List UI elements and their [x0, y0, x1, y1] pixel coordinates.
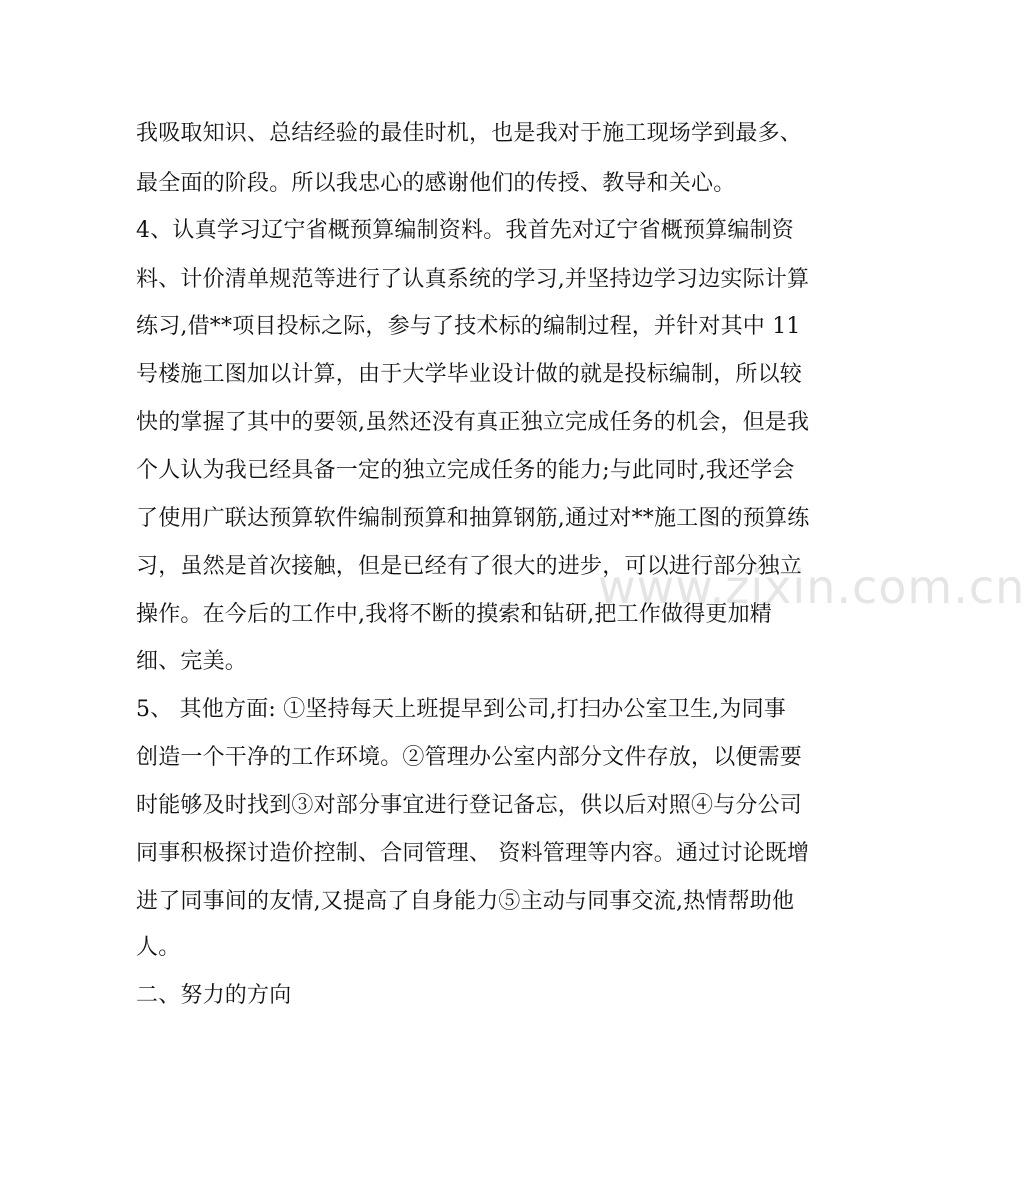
section-heading: 二、努力的方向: [136, 983, 292, 1008]
text-line: 4、认真学习辽宁省概预算编制资料。我首先对辽宁省概预算编制资: [136, 218, 794, 243]
text-line: 操作。在今后的工作中,我将不断的摸索和钻研,把工作做得更加精: [136, 602, 772, 627]
text-line: 个人认为我已经具备一定的独立完成任务的能力;与此同时,我还学会: [136, 458, 795, 483]
text-line: 创造一个干净的工作环境。②管理办公室内部分文件存放，以便需要: [136, 745, 803, 770]
text-line: 细、完美。: [136, 649, 248, 674]
text-line: 最全面的阶段。所以我忠心的感谢他们的传授、教导和关心。: [136, 171, 736, 196]
text-line: 快的掌握了其中的要领,虽然还没有真正独立完成任务的机会，但是我: [136, 410, 810, 435]
text-line: 5、 其他方面: ①坚持每天上班提早到公司,打扫办公室卫生,为同事: [136, 697, 786, 722]
text-line: 我吸取知识、总结经验的最佳时机，也是我对于施工现场学到最多、: [136, 121, 803, 146]
text-line: 进了同事间的友情,又提高了自身能力⑤主动与同事交流,热情帮助他: [136, 889, 795, 914]
text-line: 习，虽然是首次接触，但是已经有了很大的进步，可以进行部分独立: [136, 554, 803, 579]
text-line: 同事积极探讨造价控制、合同管理、 资料管理等内容。通过讨论既增: [136, 841, 810, 866]
watermark: www.zixin.com.cn: [598, 560, 1025, 614]
text-line: 时能够及时找到③对部分事宜进行登记备忘，供以后对照④与分公司: [136, 793, 803, 818]
text-line: 号楼施工图加以计算，由于大学毕业设计做的就是投标编制，所以较: [136, 362, 803, 387]
text-line: 料、计价清单规范等进行了认真系统的学习,并坚持边学习边实际计算: [136, 267, 810, 292]
text-line: 了使用广联达预算软件编制预算和抽算钢筋,通过对**施工图的预算练: [136, 506, 810, 531]
text-line: 人。: [136, 935, 181, 960]
text-line: 练习,借**项目投标之际，参与了技术标的编制过程，并针对其中 11: [136, 314, 801, 339]
